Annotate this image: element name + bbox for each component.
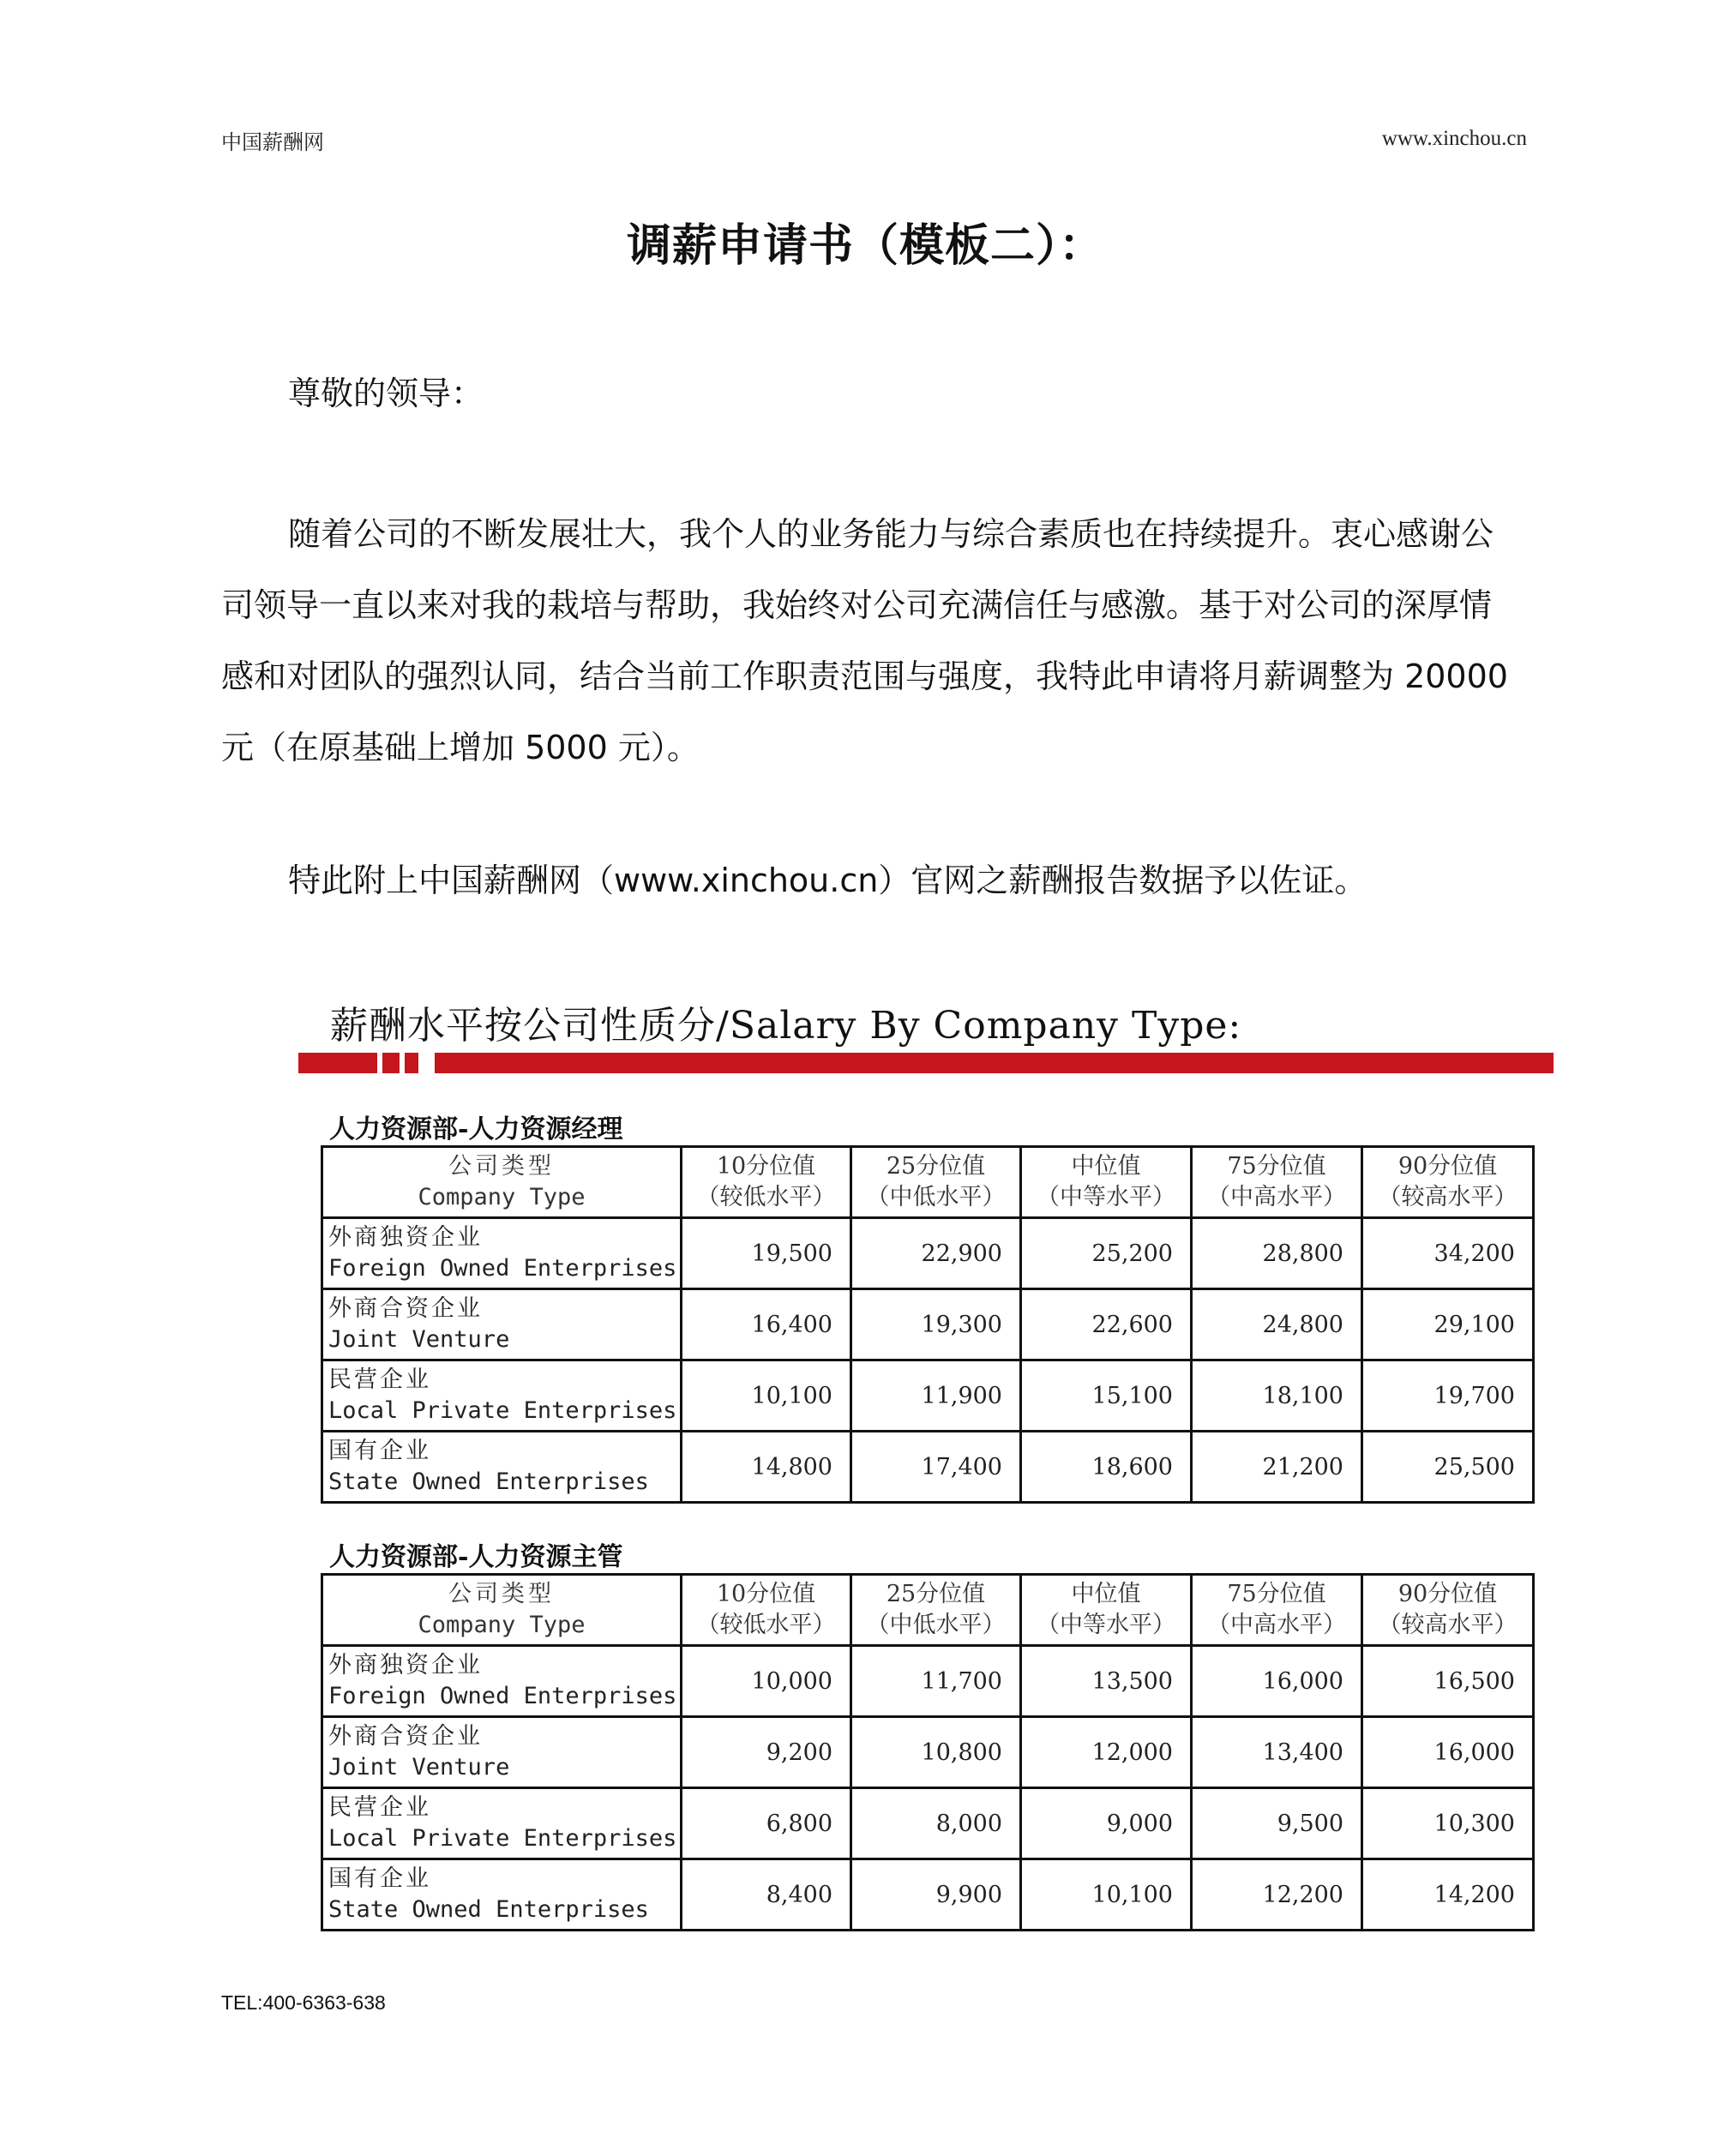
column-header-type: 公司类型 Company Type [322, 1147, 682, 1218]
page-title: 调薪申请书（模板二）： [626, 220, 1104, 272]
table-row [322, 1289, 1534, 1360]
column-header-p10: 10分位值 （较低水平） [682, 1575, 851, 1646]
body-line: 感和对团队的强烈认同，结合当前工作职责范围与强度，我特此申请将月薪调整为 20000 [221, 658, 1508, 695]
accent-bar-block-1 [382, 1053, 400, 1073]
table-row [322, 1788, 1534, 1859]
value-cell: 11,700 [851, 1646, 1021, 1717]
value-cell: 22,900 [851, 1218, 1021, 1289]
value-cell: 12,000 [1021, 1717, 1192, 1788]
value-cell: 15,100 [1021, 1360, 1192, 1432]
value-cell: 14,200 [1362, 1859, 1534, 1931]
value-cell: 18,600 [1021, 1432, 1192, 1503]
body-paragraph [221, 499, 1529, 784]
table-row [322, 1717, 1534, 1788]
company-type-cell: 外商合资企业 Joint Venture [322, 1289, 682, 1360]
value-cell: 16,000 [1362, 1717, 1534, 1788]
column-header-median: 中位值 （中等水平） [1021, 1147, 1192, 1218]
site-name: 中国薪酬网 [221, 130, 324, 154]
table-caption-supervisor: 人力资源部-人力资源主管 [329, 1542, 623, 1572]
value-cell: 10,300 [1362, 1788, 1534, 1859]
value-cell: 28,800 [1192, 1218, 1362, 1289]
column-header-p75: 75分位值 （中高水平） [1192, 1575, 1362, 1646]
accent-bar-block-2 [405, 1053, 418, 1073]
column-header-median: 中位值 （中等水平） [1021, 1575, 1192, 1646]
table-row [322, 1360, 1534, 1432]
table-row [322, 1859, 1534, 1931]
table-header-row [322, 1147, 1534, 1218]
value-cell: 9,000 [1021, 1788, 1192, 1859]
salary-table-manager [321, 1145, 1535, 1504]
value-cell: 17,400 [851, 1432, 1021, 1503]
value-cell: 19,700 [1362, 1360, 1534, 1432]
value-cell: 24,800 [1192, 1289, 1362, 1360]
table-row [322, 1432, 1534, 1503]
company-type-cell: 民营企业 Local Private Enterprises [322, 1360, 682, 1432]
company-type-cell: 国有企业 State Owned Enterprises [322, 1859, 682, 1931]
company-type-cell: 国有企业 State Owned Enterprises [322, 1432, 682, 1503]
company-type-cell: 外商独资企业 Foreign Owned Enterprises [322, 1218, 682, 1289]
column-header-p25: 25分位值 （中低水平） [851, 1575, 1021, 1646]
value-cell: 13,400 [1192, 1717, 1362, 1788]
value-cell: 8,400 [682, 1859, 851, 1931]
value-cell: 10,000 [682, 1646, 851, 1717]
value-cell: 19,500 [682, 1218, 851, 1289]
company-type-cell: 外商合资企业 Joint Venture [322, 1717, 682, 1788]
site-url[interactable]: www.xinchou.cn [1381, 127, 1527, 150]
column-header-p90: 90分位值 （较高水平） [1362, 1575, 1534, 1646]
value-cell: 11,900 [851, 1360, 1021, 1432]
value-cell: 19,300 [851, 1289, 1021, 1360]
table-row [322, 1218, 1534, 1289]
table-caption-manager: 人力资源部-人力资源经理 [329, 1114, 623, 1144]
value-cell: 25,500 [1362, 1432, 1534, 1503]
value-cell: 8,000 [851, 1788, 1021, 1859]
value-cell: 12,200 [1192, 1859, 1362, 1931]
accent-bar-right [435, 1053, 1554, 1073]
value-cell: 29,100 [1362, 1289, 1534, 1360]
value-cell: 6,800 [682, 1788, 851, 1859]
value-cell: 10,100 [682, 1360, 851, 1432]
attachment-note: 特此附上中国薪酬网（www.xinchou.cn）官网之薪酬报告数据予以佐证。 [288, 862, 1367, 899]
value-cell: 16,500 [1362, 1646, 1534, 1717]
value-cell: 16,400 [682, 1289, 851, 1360]
company-type-cell: 民营企业 Local Private Enterprises [322, 1788, 682, 1859]
table-row [322, 1646, 1534, 1717]
section-title: 薪酬水平按公司性质分/Salary By Company Type: [330, 1004, 1242, 1048]
value-cell: 34,200 [1362, 1218, 1534, 1289]
salary-table-supervisor [321, 1573, 1535, 1931]
value-cell: 10,100 [1021, 1859, 1192, 1931]
company-type-cell: 外商独资企业 Foreign Owned Enterprises [322, 1646, 682, 1717]
column-header-p25: 25分位值 （中低水平） [851, 1147, 1021, 1218]
column-header-type: 公司类型 Company Type [322, 1575, 682, 1646]
value-cell: 21,200 [1192, 1432, 1362, 1503]
greeting: 尊敬的领导： [288, 375, 484, 412]
value-cell: 10,800 [851, 1717, 1021, 1788]
accent-bar-left [298, 1053, 377, 1073]
value-cell: 9,200 [682, 1717, 851, 1788]
value-cell: 13,500 [1021, 1646, 1192, 1717]
value-cell: 16,000 [1192, 1646, 1362, 1717]
body-line: 随着公司的不断发展壮大，我个人的业务能力与综合素质也在持续提升。衷心感谢公 [288, 515, 1494, 553]
value-cell: 14,800 [682, 1432, 851, 1503]
table-header-row [322, 1575, 1534, 1646]
footer-tel: TEL:400-6363-638 [221, 1991, 386, 2014]
value-cell: 25,200 [1021, 1218, 1192, 1289]
value-cell: 22,600 [1021, 1289, 1192, 1360]
value-cell: 18,100 [1192, 1360, 1362, 1432]
body-line: 元（在原基础上增加 5000 元）。 [221, 729, 700, 766]
column-header-p90: 90分位值 （较高水平） [1362, 1147, 1534, 1218]
value-cell: 9,900 [851, 1859, 1021, 1931]
column-header-p10: 10分位值 （较低水平） [682, 1147, 851, 1218]
column-header-p75: 75分位值 （中高水平） [1192, 1147, 1362, 1218]
body-line: 司领导一直以来对我的栽培与帮助，我始终对公司充满信任与感激。基于对公司的深厚情 [221, 586, 1493, 624]
value-cell: 9,500 [1192, 1788, 1362, 1859]
